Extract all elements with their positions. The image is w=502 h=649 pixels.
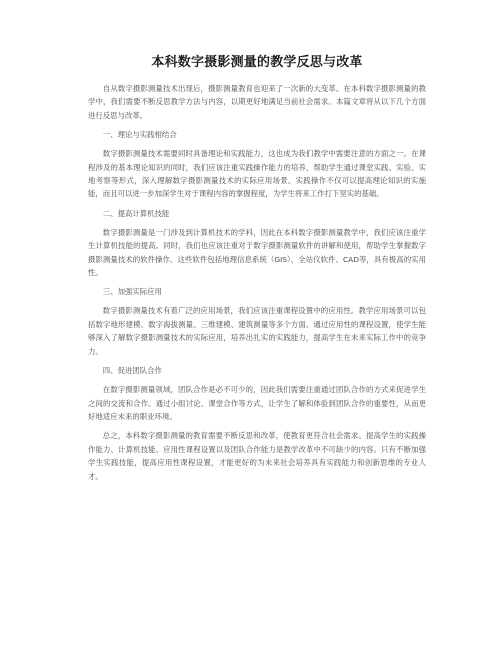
section-heading-3: 三、加强实际应用 (102, 287, 162, 297)
section-heading-4: 四、促进团队合作 (102, 366, 162, 376)
document-title: 本科数字摄影测量的教学反思与改革 (151, 55, 363, 70)
section-body-3: 数字摄影测量技术有着广泛的应用场景，我们应该注重课程设置中的应用性。教学应用场景可以包括数字地形建模、数字海拔测量、三维建模、建筑测量等多个方面。通过应用性的课程设置，使学生能够深入了解数字摄影测量技术的实际应用，培养出扎实的实践能力，提高学生在未来实际工作中的竞争力。 (88, 306, 426, 356)
conclusion-paragraph: 总之，本科数字摄影测量的教育需要不断反思和改革，使教育更符合社会需求。提高学生的实践操作能力、计算机技能、应用性课程设置以及团队合作能力是教学改革中不可缺少的内容。只有不断加强学生实践技能，提高应用性课程设置，才能更好的为未来社会培养具有实践能力和创新思维的专业人才。 (88, 431, 426, 481)
section-heading-2: 二、提高计算机技能 (102, 208, 170, 218)
section-body-2: 数字摄影测量是一门涉及到计算机技术的学科，因此在本科数字摄影测量教学中，我们应该注重学生计算机技能的提高。同时，我们也应该注重对于数字摄影测量软件的讲解和使用，帮助学生掌握数字摄影测量技术的软件操作。这些软件包括地理信息系统（GIS）、全站仪软件、CAD等，具有极高的实用性。 (88, 227, 426, 278)
intro-paragraph: 自从数字摄影测量技术出现后，摄影测量教育也迎来了一次新的大变革。在本科数字摄影测量的教学中，我们需要不断反思教学方法与内容，以期更好地满足当前社会需求。本篇文章将从以下几个方面进行反思与改革。 (88, 84, 426, 120)
document-content (88, 54, 426, 489)
section-heading-1: 一、理论与实践相结合 (102, 130, 177, 140)
section-body-1: 数字摄影测量技术需要同时具备理论和实践能力，这也成为我们教学中需要注意的方面之一。在课程涉及的基本理论知识的同时，我们应该注重实践操作能力的培养，帮助学生通过课堂实践、实验、实地考察等形式，深入理解数字摄影测量技术的实际应用场景。实践操作不仅可以提高理论知识的实施能，而且可以进一步加深学生对于课程内容的掌握程度，为学生将来工作打下坚实的基础。 (88, 149, 426, 199)
section-body-4: 在数字摄影测量领域，团队合作是必不可少的，因此我们需要注重通过团队合作的方式来促进学生之间的交流和合作。通过小组讨论、课堂合作等方式，让学生了解和体验到团队合作的重要性，从而更好地适应未来的职业环境。 (88, 385, 426, 421)
